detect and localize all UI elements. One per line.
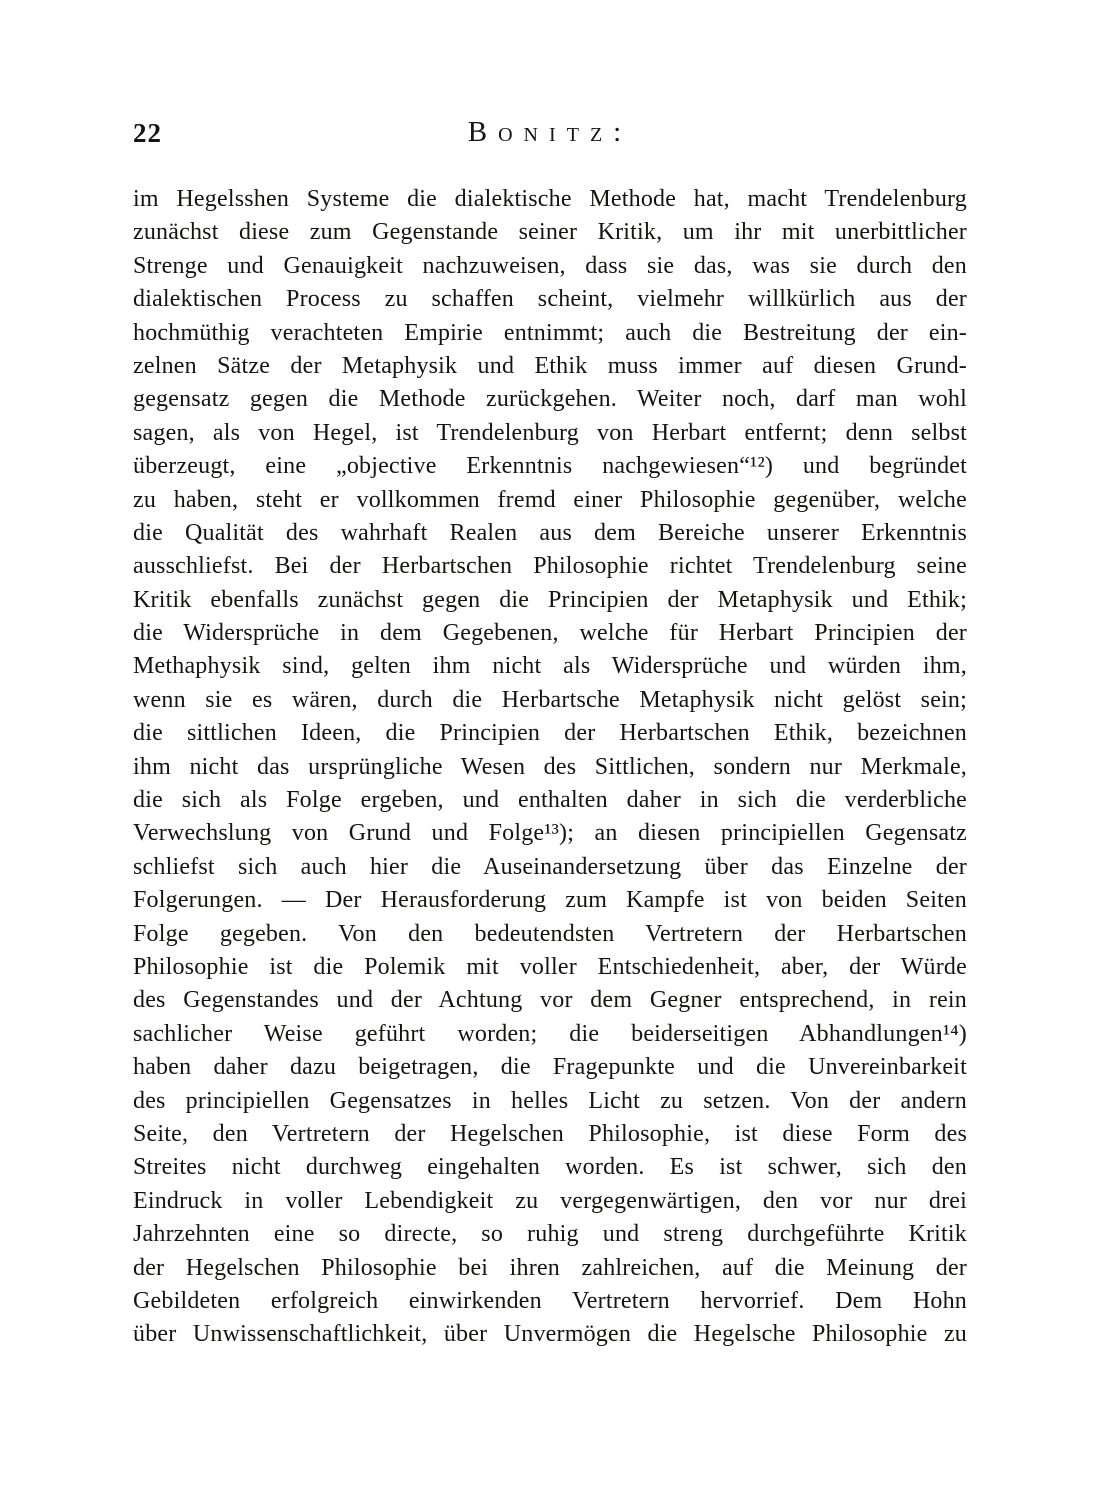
text-line: gegensatz gegen die Methode zurückgehen. Weiter noch, darf man wohl: [133, 386, 967, 413]
text-line: des Gegenstandes und der Achtung vor dem Gegner entsprechend, in rein: [133, 987, 967, 1014]
text-line: haben daher dazu beigetragen, die Fragepunkte und die Unvereinbarkeit: [133, 1054, 967, 1081]
text-line: Folge gegeben. Von den bedeutendsten Vertretern der Herbartschen: [133, 920, 967, 947]
text-line: die sich als Folge ergeben, und enthalten daher in sich die verderbliche: [133, 787, 967, 814]
text-line: Gebildeten erfolgreich einwirkenden Vertretern hervorrief. Dem Hohn: [133, 1287, 967, 1314]
page-header: [133, 116, 967, 156]
text-line: ihm nicht das ursprüngliche Wesen des Sittlichen, sondern nur Merkmale,: [133, 753, 967, 780]
text-line: des principiellen Gegensatzes in helles Licht zu setzen. Von der andern: [133, 1087, 967, 1114]
text-line: im Hegelsshen Systeme die dialektische Methode hat, macht Trendelenburg: [133, 186, 967, 212]
text-line: dialektischen Process zu schaffen scheint, vielmehr willkürlich aus der: [133, 286, 967, 313]
text-line: Philosophie ist die Polemik mit voller Entschiedenheit, aber, der Würde: [133, 953, 967, 980]
text-line: überzeugt, eine „objective Erkenntnis nachgewiesen“¹²) und begründet: [133, 453, 967, 480]
text-line: Eindruck in voller Lebendigkeit zu vergegenwärtigen, den vor nur drei: [133, 1187, 967, 1214]
text-line: Jahrzehnten eine so directe, so ruhig und streng durchgeführte Kritik: [133, 1221, 967, 1248]
text-line: die sittlichen Ideen, die Principien der Herbartschen Ethik, bezeichnen: [133, 720, 967, 747]
text-line: zelnen Sätze der Metaphysik und Ethik muss immer auf diesen Grund-: [133, 352, 967, 379]
running-header: Bonitz:: [467, 116, 633, 148]
text-line: über Unwissenschaftlichkeit, über Unvermögen die Hegelsche Philosophie zu: [133, 1321, 967, 1348]
text-line: die Widersprüche in dem Gegebenen, welche für Herbart Principien der: [133, 620, 967, 647]
text-line: Verwechslung von Grund und Folge¹³); an diesen principiellen Gegensatz: [133, 820, 967, 847]
text-line: die Qualität des wahrhaft Realen aus dem Bereiche unserer Erkenntnis: [133, 519, 967, 546]
text-line: hochmüthig verachteten Empirie entnimmt; auch die Bestreitung der ein-: [133, 319, 967, 346]
text-line: sachlicher Weise geführt worden; die beiderseitigen Abhandlungen¹⁴): [133, 1020, 967, 1047]
text-line: Methaphysik sind, gelten ihm nicht als Widersprüche und würden ihm,: [133, 653, 967, 680]
page-number: 22: [133, 118, 162, 148]
text-line: sagen, als von Hegel, ist Trendelenburg von Herbart entfernt; denn selbst: [133, 419, 967, 446]
text-line: Streites nicht durchweg eingehalten worden. Es ist schwer, sich den: [133, 1154, 967, 1181]
text-line: Kritik ebenfalls zunächst gegen die Principien der Metaphysik und Ethik;: [133, 586, 967, 613]
body-text: [133, 183, 967, 1352]
text-line: ausschliefst. Bei der Herbartschen Philosophie richtet Trendelenburg seine: [133, 553, 967, 580]
text-line: zu haben, steht er vollkommen fremd einer Philosophie gegenüber, welche: [133, 486, 967, 513]
text-line: Seite, den Vertretern der Hegelschen Philosophie, ist diese Form des: [133, 1120, 967, 1147]
text-line: schliefst sich auch hier die Auseinandersetzung über das Einzelne der: [133, 853, 967, 880]
text-line: der Hegelschen Philosophie bei ihren zahlreichen, auf die Meinung der: [133, 1254, 967, 1281]
text-line: wenn sie es wären, durch die Herbartsche Metaphysik nicht gelöst sein;: [133, 686, 967, 713]
text-line: zunächst diese zum Gegenstande seiner Kritik, um ihr mit unerbittlicher: [133, 219, 967, 246]
text-line: Strenge und Genauigkeit nachzuweisen, dass sie das, was sie durch den: [133, 252, 967, 279]
text-line: Folgerungen. — Der Herausforderung zum Kampfe ist von beiden Seiten: [133, 887, 967, 914]
